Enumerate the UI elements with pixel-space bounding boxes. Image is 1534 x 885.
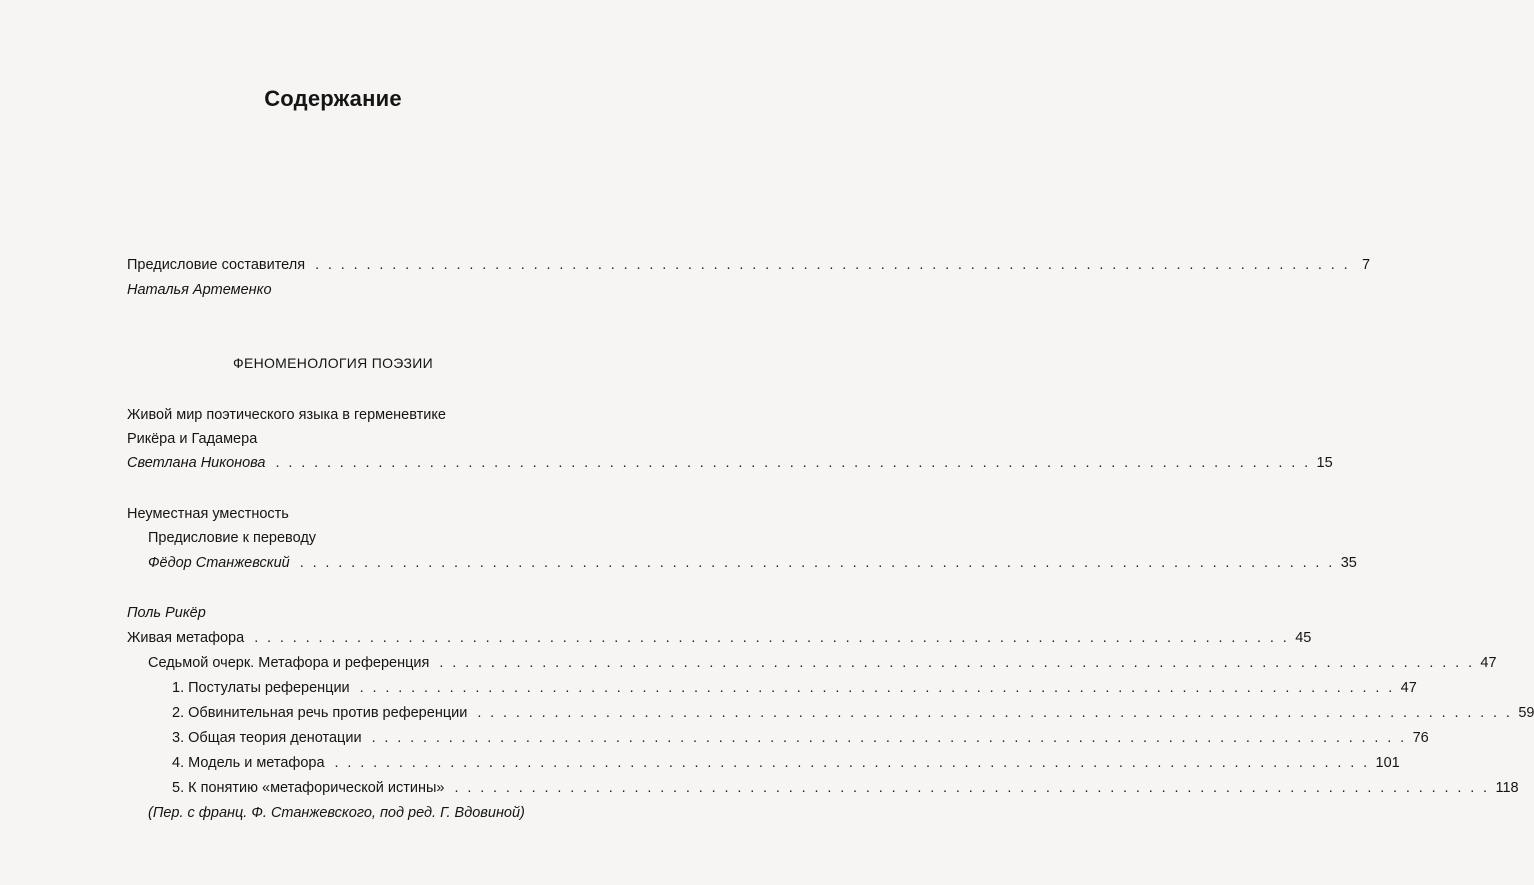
toc-entry-author — [127, 603, 556, 623]
translation-note-text: (Пер. с франц. Ф. Станжевского, под ред. Г. Вдовиной) — [148, 805, 525, 821]
page-number: 45 — [1295, 630, 1312, 646]
dot-leader: . . . . . . . . . . . . . . . . . . . . . . . . . . . . . . . . . . . . . . . . . . . . . . . . . . . . . . . . . . . . . . . . . . . . . . . . . . . . . . . . . — [454, 780, 1490, 796]
toc-entry-title: Живой мир поэтического языка в герменевтике — [127, 407, 446, 423]
page-number: 35 — [1340, 555, 1357, 571]
dot-leader: . . . . . . . . . . . . . . . . . . . . . . . . . . . . . . . . . . . . . . . . . . . . . . . . . . . . . . . . . . . . . . . . . . . . . . . . . . . . . . . . . — [359, 680, 1395, 696]
toc-entry-item-3[interactable] — [172, 728, 1429, 748]
toc-entry-title: 3. Общая теория денотации — [172, 730, 362, 746]
toc-entry-author — [127, 280, 556, 300]
toc-entry-title: Седьмой очерк. Метафора и референция — [148, 655, 430, 671]
author-name: Наталья Артеменко — [127, 282, 272, 298]
toc-entry-title: Живая метафора — [127, 630, 245, 646]
toc-entry-item-1[interactable] — [172, 678, 1417, 698]
section-heading: ФЕНОМЕНОЛОГИЯ ПОЭЗИИ — [233, 355, 433, 371]
toc-entry-nikonova[interactable] — [127, 453, 1333, 473]
toc-entry-title: Неуместная уместность — [127, 506, 289, 522]
toc-entry-seventh-essay[interactable] — [148, 653, 1497, 673]
page-number: 59 — [1518, 705, 1534, 721]
translation-note — [148, 803, 568, 823]
toc-entry-title: 1. Постулаты референции — [172, 680, 350, 696]
toc-entry-item-4[interactable] — [172, 753, 1400, 773]
page-number: 7 — [1362, 257, 1371, 273]
page-number: 76 — [1412, 730, 1429, 746]
toc-entry-title: 5. К понятию «метафорической истины» — [172, 780, 445, 796]
page-number: 47 — [1400, 680, 1417, 696]
toc-entry-subtitle[interactable] — [148, 528, 556, 548]
dot-leader: . . . . . . . . . . . . . . . . . . . . . . . . . . . . . . . . . . . . . . . . . . . . . . . . . . . . . . . . . . . . . . . . . . . . . . . . . . . . . . . . . — [334, 755, 1370, 771]
toc-entry-title-line[interactable] — [127, 405, 556, 425]
toc-entry-preface[interactable] — [127, 255, 1371, 275]
page-number: 101 — [1375, 755, 1400, 771]
dot-leader: . . . . . . . . . . . . . . . . . . . . . . . . . . . . . . . . . . . . . . . . . . . . . . . . . . . . . . . . . . . . . . . . . . . . . . . . . . . . . . . . . — [299, 555, 1335, 571]
dot-leader: . . . . . . . . . . . . . . . . . . . . . . . . . . . . . . . . . . . . . . . . . . . . . . . . . . . . . . . . . . . . . . . . . . . . . . . . . . . . . . . . . — [315, 257, 1351, 273]
toc-entry-stanzhevsky[interactable] — [148, 553, 1357, 573]
toc-entry-living-metaphor[interactable] — [127, 628, 1312, 648]
page-title: Содержание — [264, 86, 402, 111]
dot-leader: . . . . . . . . . . . . . . . . . . . . . . . . . . . . . . . . . . . . . . . . . . . . . . . . . . . . . . . . . . . . . . . . . . . . . . . . . . . . . . . . . — [371, 730, 1407, 746]
toc-entry-title: Предисловие составителя — [127, 257, 306, 273]
toc-entry-title-line[interactable] — [127, 429, 556, 449]
toc-entry-item-5[interactable] — [172, 778, 1519, 798]
author-name: Фёдор Станжевский — [148, 555, 290, 571]
page-number: 118 — [1495, 780, 1519, 796]
author-name: Светлана Никонова — [127, 455, 266, 471]
page-number: 15 — [1316, 455, 1333, 471]
dot-leader: . . . . . . . . . . . . . . . . . . . . . . . . . . . . . . . . . . . . . . . . . . . . . . . . . . . . . . . . . . . . . . . . . . . . . . . . . . . . . . . . . — [254, 630, 1290, 646]
author-name: Поль Рикёр — [127, 605, 206, 621]
toc-entry-title: Предисловие к переводу — [148, 530, 317, 546]
toc-entry-title: Рикёра и Гадамера — [127, 431, 258, 447]
toc-entry-title: 2. Обвинительная речь против референции — [172, 705, 468, 721]
dot-leader: . . . . . . . . . . . . . . . . . . . . . . . . . . . . . . . . . . . . . . . . . . . . . . . . . . . . . . . . . . . . . . . . . . . . . . . . . . . . . . . . . — [275, 455, 1311, 471]
page-number: 47 — [1480, 655, 1497, 671]
toc-entry-title: 4. Модель и метафора — [172, 755, 325, 771]
dot-leader: . . . . . . . . . . . . . . . . . . . . . . . . . . . . . . . . . . . . . . . . . . . . . . . . . . . . . . . . . . . . . . . . . . . . . . . . . . . . . . . . . — [439, 655, 1475, 671]
toc-entry-item-2[interactable] — [172, 703, 1534, 723]
toc-entry-title-line[interactable] — [127, 504, 556, 524]
dot-leader: . . . . . . . . . . . . . . . . . . . . . . . . . . . . . . . . . . . . . . . . . . . . . . . . . . . . . . . . . . . . . . . . . . . . . . . . . . . . . . . . . — [477, 705, 1513, 721]
